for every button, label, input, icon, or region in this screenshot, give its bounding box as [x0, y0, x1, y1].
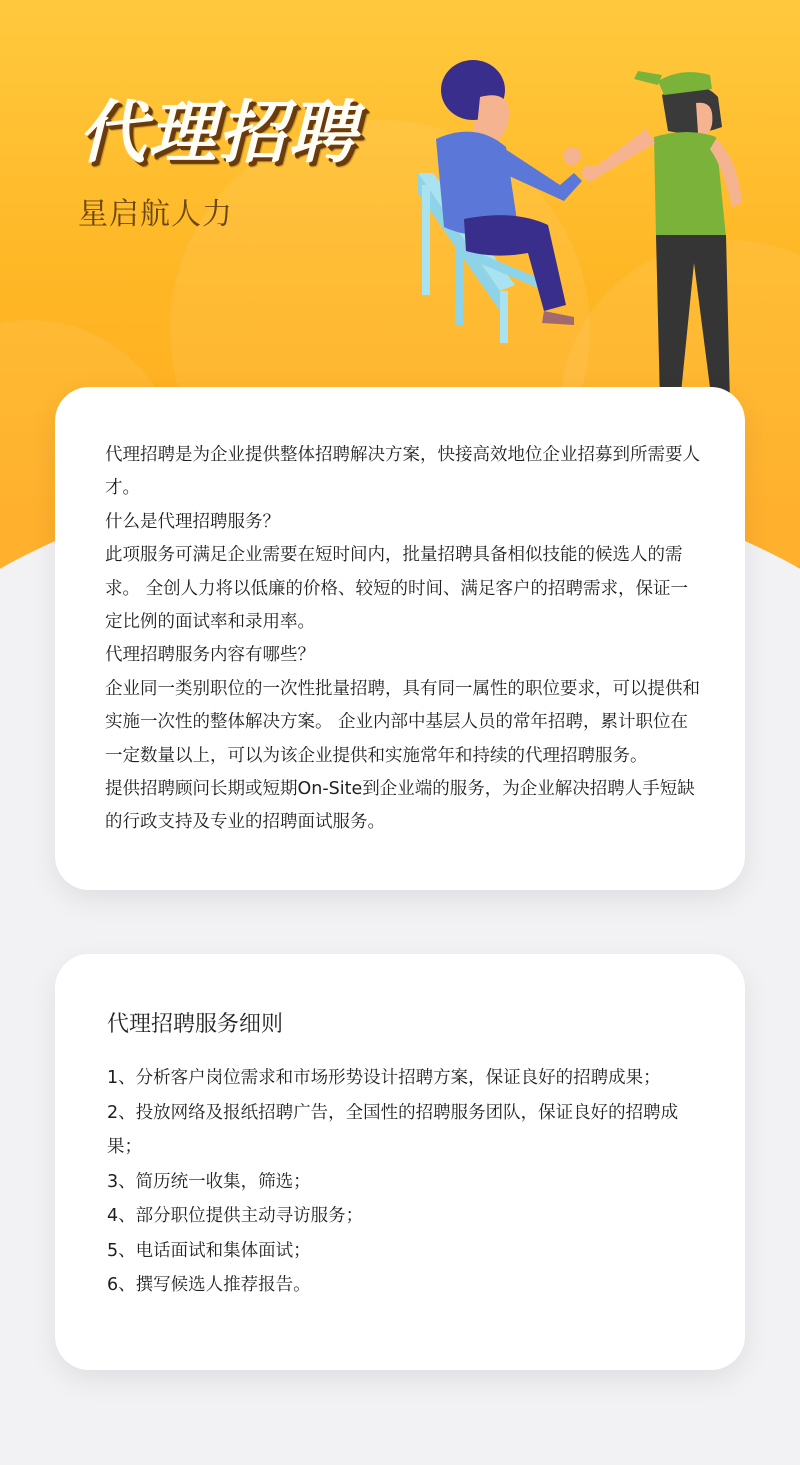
details-title: 代理招聘服务细则	[107, 1012, 284, 1037]
intro-text	[105, 439, 705, 840]
standing-woman-icon	[582, 71, 742, 417]
list-item: 1、分析客户岗位需求和市场形势设计招聘方案，保证良好的招聘成果；	[107, 1068, 661, 1088]
hero-illustration	[400, 55, 800, 435]
intro-paragraph: 提供招聘顾问长期或短期On-Site到企业端的服务，为企业解决招聘人手短缺的行政支持及专业的招聘面试服务。	[105, 779, 695, 833]
intro-paragraph: 企业同一类别职位的一次性批量招聘，具有同一属性的职位要求，可以提供和实施一次性的整体解决方案。 企业内部中基层人员的常年招聘，累计职位在一定数量以上，可以为该企业提供和实施常年和持续的代理招聘服务。	[105, 678, 700, 766]
page-title: 代理招聘	[78, 94, 359, 173]
list-item: 2、投放网络及报纸招聘广告，全国性的招聘服务团队，保证良好的招聘成果；	[107, 1102, 679, 1157]
intro-question: 什么是代理招聘服务？	[105, 511, 280, 532]
list-item: 3、简历统一收集，筛选；	[107, 1171, 311, 1192]
list-item: 6、撰写候选人推荐报告。	[107, 1275, 311, 1295]
list-item: 4、部分职位提供主动寻访服务；	[107, 1206, 364, 1226]
page-subtitle: 星启航人力	[78, 197, 233, 232]
intro-paragraph: 此项服务可满足企业需要在短时间内，批量招聘具备相似技能的候选人的需求。 全创人力将以低廉的价格、较短的时间、满足客户的招聘需求，保证一定比例的面试率和录用率。	[105, 545, 689, 633]
details-card	[55, 954, 745, 1370]
details-list	[107, 1061, 707, 1303]
intro-question: 代理招聘服务内容有哪些？	[105, 645, 315, 666]
list-item: 5、电话面试和集体面试；	[107, 1240, 311, 1261]
intro-paragraph: 代理招聘是为企业提供整体招聘解决方案，快接高效地位企业招募到所需要人才。	[105, 445, 700, 499]
intro-card	[55, 387, 745, 890]
